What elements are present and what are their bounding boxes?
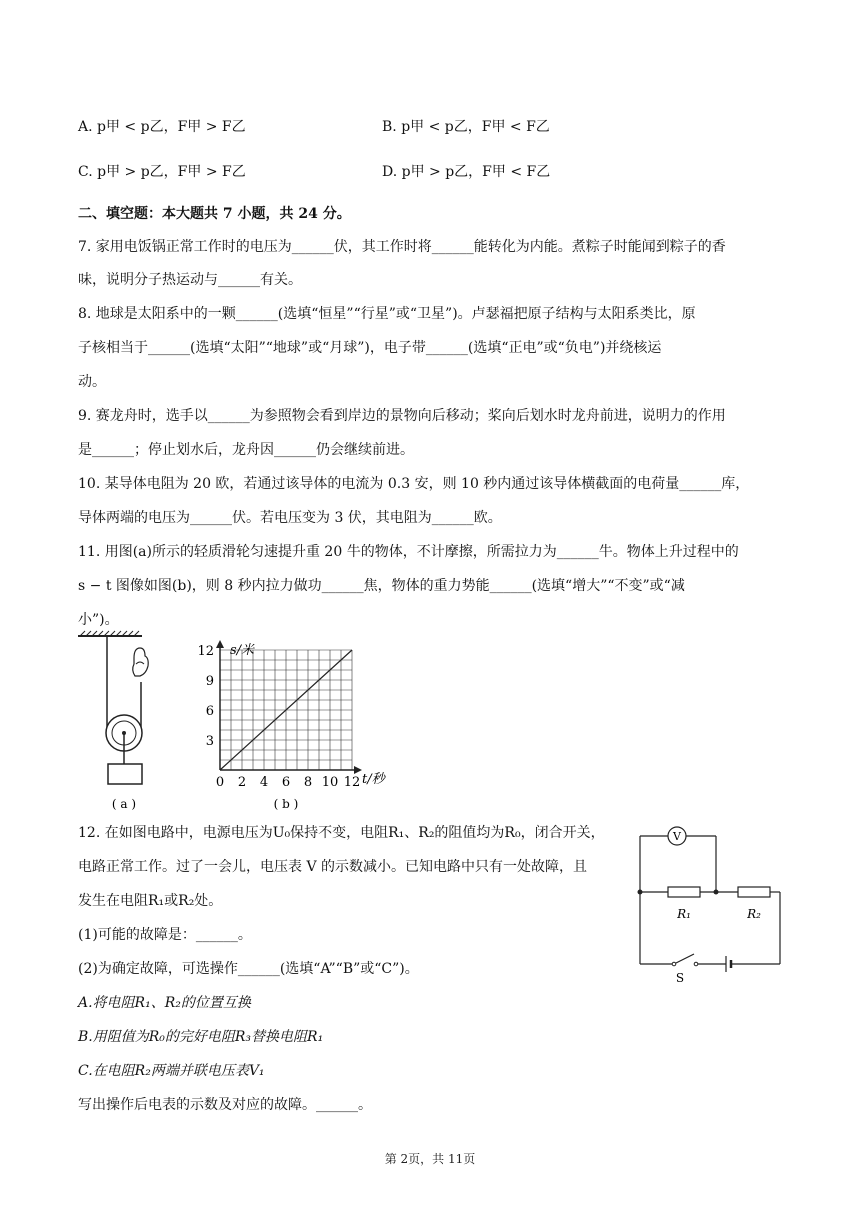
voltmeter-label: V	[673, 830, 681, 843]
y-tick-label: 6	[205, 704, 214, 719]
y-axis-arrow	[216, 640, 224, 648]
x-tick-label: 10	[321, 775, 339, 790]
switch-label: S	[675, 971, 685, 985]
q12-sub2: (2)为确定故障，可选操作______(选填“A”“B”或“C”)。	[78, 961, 419, 977]
option-a: A. p甲 < p乙，F甲 > F乙	[78, 119, 246, 135]
q11-line1: 11. 用图(a)所示的轻质滑轮匀速提升重 20 牛的物体，不计摩擦，所需拉力为______牛。物体上升过程中的	[78, 544, 739, 560]
q12-option-b: B.用阻值为R₀的完好电阻R₃替换电阻R₁	[78, 1029, 324, 1045]
q9-line1: 9. 赛龙舟时，选手以______为参照物会看到岸边的景物向后移动；桨向后划水时龙舟前进，说明力的作用	[78, 408, 726, 424]
q10-line2: 导体两端的电压为______伏。若电压变为 3 伏，其电阻为______欧。	[78, 510, 502, 526]
weight-block	[108, 764, 142, 784]
q12-line1: 12. 在如图电路中，电源电压为U₀保持不变，电阻R₁、R₂的阻值均为R₀，闭合开关，	[78, 825, 605, 841]
x-axis-arrow	[354, 766, 362, 774]
hand-finger	[136, 662, 144, 664]
q11-line2: s − t 图像如图(b)，则 8 秒内拉力做功______焦，物体的重力势能______(选填“增大”“不变”或“减	[78, 578, 685, 594]
x-tick-labels	[216, 775, 360, 790]
q10-line1: 10. 某导体电阻为 20 欧，若通过该导体的电流为 0.3 安，则 10 秒内通过该导体横截面的电荷量______库，	[78, 476, 750, 492]
r1-label: R₁	[677, 907, 691, 921]
q7-line2: 味，说明分子热运动与______有关。	[78, 272, 302, 288]
option-d: D. p甲 > p乙，F甲 < F乙	[382, 164, 551, 180]
q12-option-a: A.将电阻R₁、R₂的位置互换	[78, 995, 251, 1011]
q7-line1: 7. 家用电饭锅正常工作时的电压为______伏，其工作时将______能转化为内能。煮粽子时能闻到粽子的香	[78, 239, 726, 255]
x-tick-label: 12	[343, 775, 361, 790]
q12-sub1: (1)可能的故障是：______。	[78, 927, 252, 943]
q12-last: 写出操作后电表的示数及对应的故障。______。	[78, 1097, 372, 1113]
x-tick-label: 0	[215, 775, 225, 790]
q9-line2: 是______；停止划水后，龙舟因______仍会继续前进。	[78, 442, 414, 458]
x-tick-label: 2	[237, 775, 247, 790]
x-tick-label: 6	[281, 775, 291, 790]
q8-line2: 子核相当于______(选填“太阳”“地球”或“月球”)，电子带______(选填“正电”或“负电”)并绕核运	[78, 340, 662, 356]
q12-line3: 发生在电阻R₁或R₂处。	[78, 893, 223, 909]
figure-b-caption: ( b )	[273, 797, 299, 811]
figure-a-pulley	[70, 630, 170, 814]
q12-line2: 电路正常工作。过了一会儿，电压表 V 的示数减小。已知电路中只有一处故障，且	[78, 859, 588, 875]
resistor-r2	[738, 887, 770, 897]
x-tick-label: 8	[303, 775, 313, 790]
q8-line3: 动。	[78, 374, 106, 390]
r2-label: R₂	[747, 907, 761, 921]
q8-line1: 8. 地球是太阳系中的一颗______(选填“恒星”“行星”或“卫星”)。卢瑟福把原子结构与太阳系类比，原	[78, 306, 696, 322]
x-tick-label: 4	[259, 775, 269, 790]
q11-line3: 小”)。	[78, 612, 119, 628]
circuit-diagram	[630, 820, 790, 990]
y-tick-labels	[197, 644, 214, 749]
option-b: B. p甲 < p乙，F甲 < F乙	[382, 119, 550, 135]
figure-a-caption: ( a )	[111, 797, 137, 811]
resistor-r1	[668, 887, 700, 897]
x-axis-label: t/秒	[362, 772, 385, 787]
switch-contact	[672, 962, 676, 966]
y-tick-label: 9	[205, 674, 214, 689]
option-c: C. p甲 > p乙，F甲 > F乙	[78, 164, 246, 180]
junction	[714, 890, 719, 895]
section-title: 二、填空题：本大题共 7 小题，共 24 分。	[78, 206, 351, 222]
page-footer: 第 2页，共 11页	[384, 1152, 476, 1166]
y-axis-label: s/米	[230, 643, 255, 658]
y-tick-label: 3	[205, 734, 214, 749]
switch-lever	[676, 954, 694, 963]
figure-b-st-graph	[186, 638, 426, 814]
y-tick-label: 12	[197, 644, 214, 659]
switch-contact	[694, 962, 698, 966]
q12-option-c: C.在电阻R₂两端并联电压表V₁	[78, 1063, 265, 1079]
